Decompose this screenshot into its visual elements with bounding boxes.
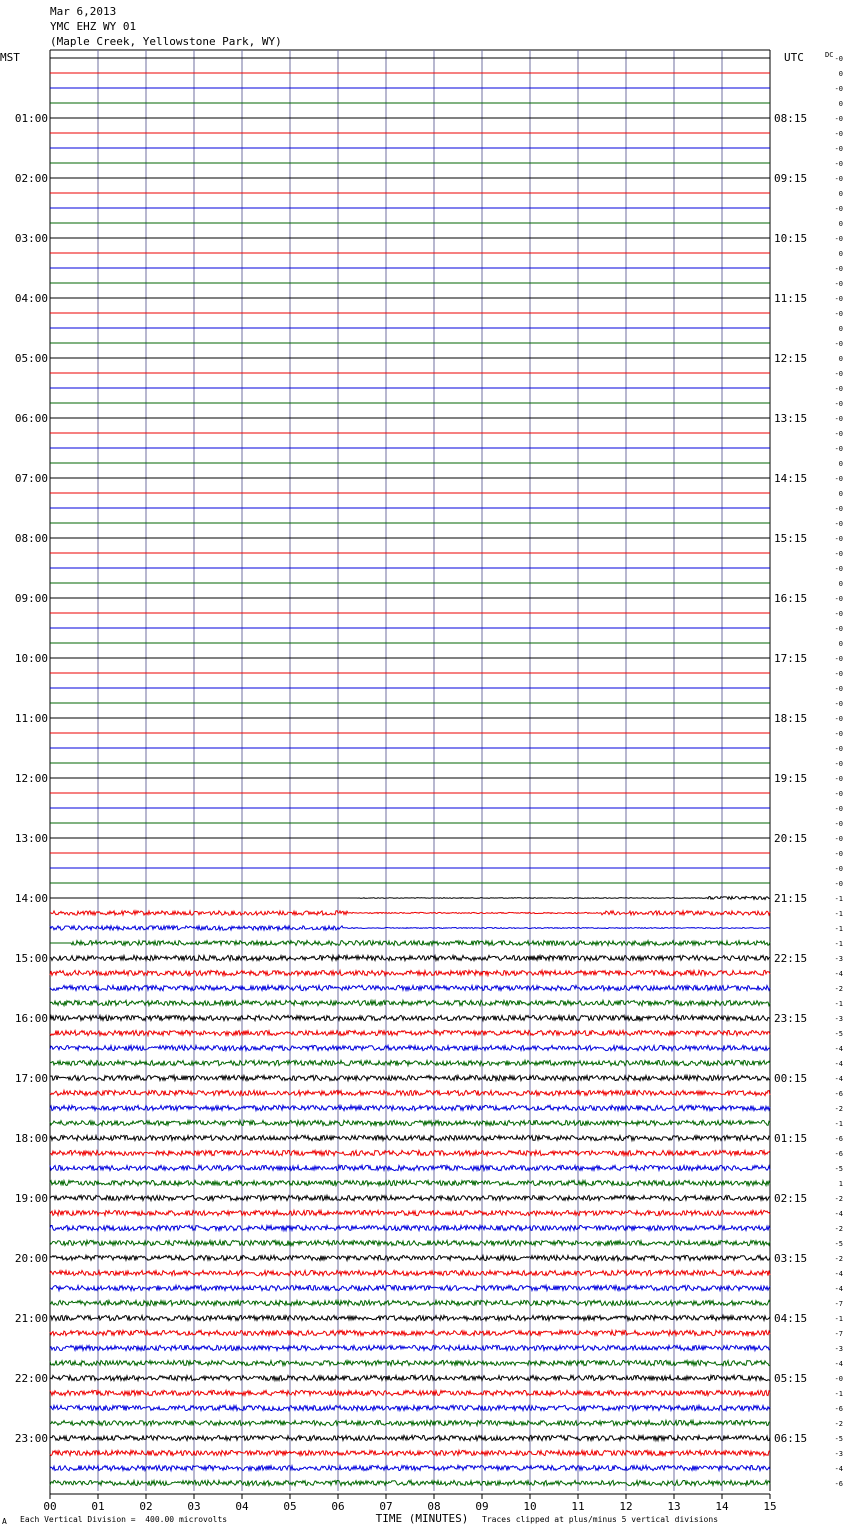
- dc-offset-label: -5: [834, 1165, 843, 1173]
- mst-hour-label: 01:00: [14, 112, 48, 125]
- dc-offset-label: -0: [834, 715, 843, 723]
- mst-hour-label: 03:00: [14, 232, 48, 245]
- utc-hour-label: 10:15: [774, 232, 808, 245]
- dc-offset-label: -0: [834, 385, 843, 393]
- utc-hour-label: 01:15: [774, 1132, 808, 1145]
- dc-offset-label: -2: [834, 1225, 843, 1233]
- dc-offset-label: -2: [834, 985, 843, 993]
- trace-row: [50, 1150, 770, 1155]
- dc-offset-label: -0: [834, 760, 843, 768]
- utc-hour-label: 09:15: [774, 172, 808, 185]
- utc-hour-label: 15:15: [774, 532, 808, 545]
- mst-hour-label: 08:00: [14, 532, 48, 545]
- utc-hour-label: 22:15: [774, 952, 808, 965]
- utc-hour-label: 11:15: [774, 292, 808, 305]
- x-tick-label: 14: [715, 1500, 729, 1513]
- x-tick-label: 08: [427, 1500, 441, 1513]
- trace-row: [50, 926, 770, 930]
- trace-row: [50, 1360, 770, 1365]
- trace-row: [50, 1225, 770, 1230]
- corner-mark: A: [2, 1517, 7, 1526]
- mst-hour-label: 23:00: [14, 1432, 48, 1445]
- x-tick-label: 00: [43, 1500, 57, 1513]
- trace-row: [50, 1195, 770, 1200]
- x-tick-label: 15: [763, 1500, 777, 1513]
- utc-hour-label: 08:15: [774, 112, 808, 125]
- dc-offset-label: -4: [834, 1465, 843, 1473]
- dc-offset-label: -0: [834, 865, 843, 873]
- trace-row: [50, 1060, 770, 1065]
- trace-row: [50, 1240, 770, 1245]
- trace-row: [50, 1375, 770, 1380]
- dc-offset-label: -5: [834, 1030, 843, 1038]
- dc-offset-label: -0: [834, 610, 843, 618]
- trace-row: [50, 896, 770, 899]
- dc-offset-label: -0: [834, 145, 843, 153]
- dc-offset-label: -1: [834, 940, 843, 948]
- utc-hour-label: 04:15: [774, 1312, 808, 1325]
- dc-offset-label: -0: [834, 55, 843, 63]
- dc-offset-label: -0: [834, 295, 843, 303]
- dc-offset-label: 0: [838, 460, 843, 468]
- trace-row: [50, 941, 770, 946]
- dc-offset-label: -0: [834, 85, 843, 93]
- dc-offset-label: 0: [838, 250, 843, 258]
- dc-offset-label: 0: [838, 640, 843, 648]
- utc-hour-label: 12:15: [774, 352, 808, 365]
- mst-hour-label: 06:00: [14, 412, 48, 425]
- chart-date: Mar 6,2013: [50, 5, 117, 18]
- station-location: (Maple Creek, Yellowstone Park, WY): [50, 35, 282, 48]
- dc-offset-label: 0: [838, 490, 843, 498]
- utc-hour-label: 06:15: [774, 1432, 808, 1445]
- trace-row: [50, 1075, 770, 1080]
- trace-row: [50, 1030, 770, 1035]
- dc-offset-label: -0: [834, 160, 843, 168]
- dc-offset-label: 0: [838, 325, 843, 333]
- x-tick-label: 11: [571, 1500, 585, 1513]
- mst-hour-label: 17:00: [14, 1072, 48, 1085]
- x-tick-label: 01: [91, 1500, 105, 1513]
- trace-row: [50, 1450, 770, 1455]
- dc-offset-label: -0: [834, 415, 843, 423]
- dc-offset-label: -0: [834, 1375, 843, 1383]
- x-tick-label: 12: [619, 1500, 633, 1513]
- dc-offset-label: 0: [838, 70, 843, 78]
- dc-offset-label: 0: [838, 100, 843, 108]
- dc-offset-label: -0: [834, 835, 843, 843]
- dc-offset-label: 0: [838, 355, 843, 363]
- mst-hour-label: 10:00: [14, 652, 48, 665]
- x-axis-title: TIME (MINUTES): [375, 1512, 469, 1525]
- x-tick-label: 03: [187, 1500, 201, 1513]
- utc-hour-label: 03:15: [774, 1252, 808, 1265]
- trace-row: [50, 1045, 770, 1050]
- dc-offset-label: -0: [834, 115, 843, 123]
- dc-offset-label: -0: [834, 595, 843, 603]
- dc-offset-label: -0: [834, 310, 843, 318]
- dc-offset-label: -0: [834, 130, 843, 138]
- dc-offset-label: -1: [834, 910, 843, 918]
- utc-hour-label: 02:15: [774, 1192, 808, 1205]
- dc-offset-label: -0: [834, 775, 843, 783]
- trace-row: [50, 1330, 770, 1335]
- dc-offset-label: -4: [834, 1045, 843, 1053]
- mst-timezone-label: MST: [0, 51, 20, 64]
- mst-hour-label: 19:00: [14, 1192, 48, 1205]
- trace-row: [50, 1120, 770, 1125]
- mst-hour-label: 18:00: [14, 1132, 48, 1145]
- dc-offset-label: -6: [834, 1405, 843, 1413]
- dc-offset-label: -6: [834, 1135, 843, 1143]
- dc-offset-label: -0: [834, 730, 843, 738]
- dc-offset-label: -0: [834, 280, 843, 288]
- x-tick-label: 04: [235, 1500, 249, 1513]
- minute-grid: [50, 50, 770, 1499]
- dc-offset-label: -0: [834, 550, 843, 558]
- dc-offset-label: -1: [834, 1390, 843, 1398]
- mst-hour-label: 15:00: [14, 952, 48, 965]
- utc-timezone-label: UTC: [784, 51, 804, 64]
- dc-offset-label: -7: [834, 1330, 843, 1338]
- dc-offset-label: -0: [834, 655, 843, 663]
- mst-hour-label: 16:00: [14, 1012, 48, 1025]
- x-tick-label: 02: [139, 1500, 153, 1513]
- dc-offset-label: -0: [834, 880, 843, 888]
- utc-hour-label: 19:15: [774, 772, 808, 785]
- dc-offset-label: -4: [834, 1060, 843, 1068]
- dc-offset-label: -3: [834, 1015, 843, 1023]
- dc-offset-label: -0: [834, 475, 843, 483]
- trace-row: [50, 1165, 770, 1170]
- trace-row: [50, 1345, 770, 1350]
- mst-hour-label: 11:00: [14, 712, 48, 725]
- dc-offset-label: -0: [834, 625, 843, 633]
- mst-hour-label: 04:00: [14, 292, 48, 305]
- dc-offset-label: -0: [834, 175, 843, 183]
- dc-offset-label: -0: [834, 700, 843, 708]
- trace-row: [50, 1135, 770, 1140]
- trace-row: [50, 911, 770, 915]
- trace-row: [50, 1255, 770, 1260]
- x-tick-label: 07: [379, 1500, 393, 1513]
- mst-hour-label: 20:00: [14, 1252, 48, 1265]
- trace-row: [50, 985, 770, 990]
- dc-offset-label: -1: [834, 925, 843, 933]
- dc-offset-label: -0: [834, 400, 843, 408]
- trace-row: [50, 1465, 770, 1470]
- dc-offset-label: -0: [834, 805, 843, 813]
- dc-offset-label: -0: [834, 535, 843, 543]
- dc-offset-label: -4: [834, 970, 843, 978]
- trace-row: [50, 1435, 770, 1440]
- mst-hour-label: 14:00: [14, 892, 48, 905]
- trace-row: [50, 1180, 770, 1185]
- scale-note: Each Vertical Division = 400.00 microvolts: [20, 1515, 228, 1524]
- dc-offset-label: -2: [834, 1195, 843, 1203]
- dc-offset-label: -0: [834, 520, 843, 528]
- dc-offset-label: -5: [834, 1435, 843, 1443]
- dc-offset-label: -6: [834, 1090, 843, 1098]
- dc-offset-label: -0: [834, 790, 843, 798]
- dc-offset-label: -1: [834, 895, 843, 903]
- dc-offset-label: -0: [834, 505, 843, 513]
- dc-offset-label: -0: [834, 565, 843, 573]
- dc-offset-label: -4: [834, 1075, 843, 1083]
- dc-offset-label: -7: [834, 1300, 843, 1308]
- dc-offset-label: -0: [834, 445, 843, 453]
- utc-hour-label: 05:15: [774, 1372, 808, 1385]
- dc-offset-label: 1: [838, 1180, 843, 1188]
- x-tick-label: 06: [331, 1500, 345, 1513]
- trace-row: [50, 1480, 770, 1485]
- dc-offset-label: 0: [838, 220, 843, 228]
- mst-hour-label: 22:00: [14, 1372, 48, 1385]
- utc-hour-label: 16:15: [774, 592, 808, 605]
- mst-hour-label: 02:00: [14, 172, 48, 185]
- x-tick-label: 10: [523, 1500, 537, 1513]
- dc-offset-label: -2: [834, 1255, 843, 1263]
- clip-note: Traces clipped at plus/minus 5 vertical divisions: [482, 1515, 719, 1524]
- dc-offset-label: 0: [838, 580, 843, 588]
- trace-row: [50, 1015, 770, 1020]
- dc-offset-label: -0: [834, 235, 843, 243]
- dc-offset-label: -0: [834, 670, 843, 678]
- trace-row: [50, 1390, 770, 1395]
- trace-row: [50, 1090, 770, 1095]
- mst-hour-label: 12:00: [14, 772, 48, 785]
- dc-offset-label: -0: [834, 340, 843, 348]
- trace-row: [50, 1270, 770, 1275]
- utc-hour-label: 14:15: [774, 472, 808, 485]
- dc-offset-label: -2: [834, 1105, 843, 1113]
- utc-hour-label: 21:15: [774, 892, 808, 905]
- station-code: YMC EHZ WY 01: [50, 20, 137, 33]
- x-tick-label: 13: [667, 1500, 681, 1513]
- trace-row: [50, 1210, 770, 1215]
- x-tick-label: 09: [475, 1500, 489, 1513]
- dc-offset-label: -1: [834, 1000, 843, 1008]
- mst-hour-label: 09:00: [14, 592, 48, 605]
- utc-hour-label: 00:15: [774, 1072, 808, 1085]
- trace-row: [50, 1105, 770, 1110]
- dc-offset-label: -6: [834, 1480, 843, 1488]
- dc-offset-label: -0: [834, 820, 843, 828]
- trace-row: [50, 1285, 770, 1290]
- utc-hour-label: 17:15: [774, 652, 808, 665]
- trace-rows: [50, 58, 770, 1486]
- utc-hour-label: 18:15: [774, 712, 808, 725]
- trace-row: [50, 955, 770, 960]
- utc-hour-label: 20:15: [774, 832, 808, 845]
- dc-offset-label: -5: [834, 1240, 843, 1248]
- dc-offset-label: 0: [838, 190, 843, 198]
- dc-offset-label: -4: [834, 1270, 843, 1278]
- dc-offset-label: -0: [834, 430, 843, 438]
- dc-offset-label: -4: [834, 1360, 843, 1368]
- dc-offset-label: -4: [834, 1285, 843, 1293]
- dc-offset-label: -3: [834, 1345, 843, 1353]
- dc-offset-label: -0: [834, 370, 843, 378]
- mst-hour-label: 05:00: [14, 352, 48, 365]
- x-tick-label: 05: [283, 1500, 297, 1513]
- dc-offset-label: -0: [834, 265, 843, 273]
- dc-column-label: DC: [825, 51, 834, 59]
- trace-row: [50, 970, 770, 975]
- mst-hour-label: 13:00: [14, 832, 48, 845]
- dc-offset-label: -1: [834, 1120, 843, 1128]
- utc-hour-label: 23:15: [774, 1012, 808, 1025]
- dc-offset-label: -4: [834, 1210, 843, 1218]
- utc-hour-label: 13:15: [774, 412, 808, 425]
- trace-row: [50, 1420, 770, 1425]
- dc-offset-label: -0: [834, 205, 843, 213]
- dc-offset-label: -0: [834, 685, 843, 693]
- trace-row: [50, 1315, 770, 1320]
- dc-offset-label: -6: [834, 1150, 843, 1158]
- dc-offset-label: -0: [834, 745, 843, 753]
- trace-row: [50, 1300, 770, 1305]
- dc-offset-label: -2: [834, 1420, 843, 1428]
- trace-row: [50, 1405, 770, 1410]
- dc-offset-label: -0: [834, 850, 843, 858]
- dc-offset-label: -1: [834, 1315, 843, 1323]
- dc-offset-label: -3: [834, 955, 843, 963]
- trace-row: [50, 1000, 770, 1005]
- dc-offset-label: -3: [834, 1450, 843, 1458]
- mst-hour-label: 21:00: [14, 1312, 48, 1325]
- mst-hour-label: 07:00: [14, 472, 48, 485]
